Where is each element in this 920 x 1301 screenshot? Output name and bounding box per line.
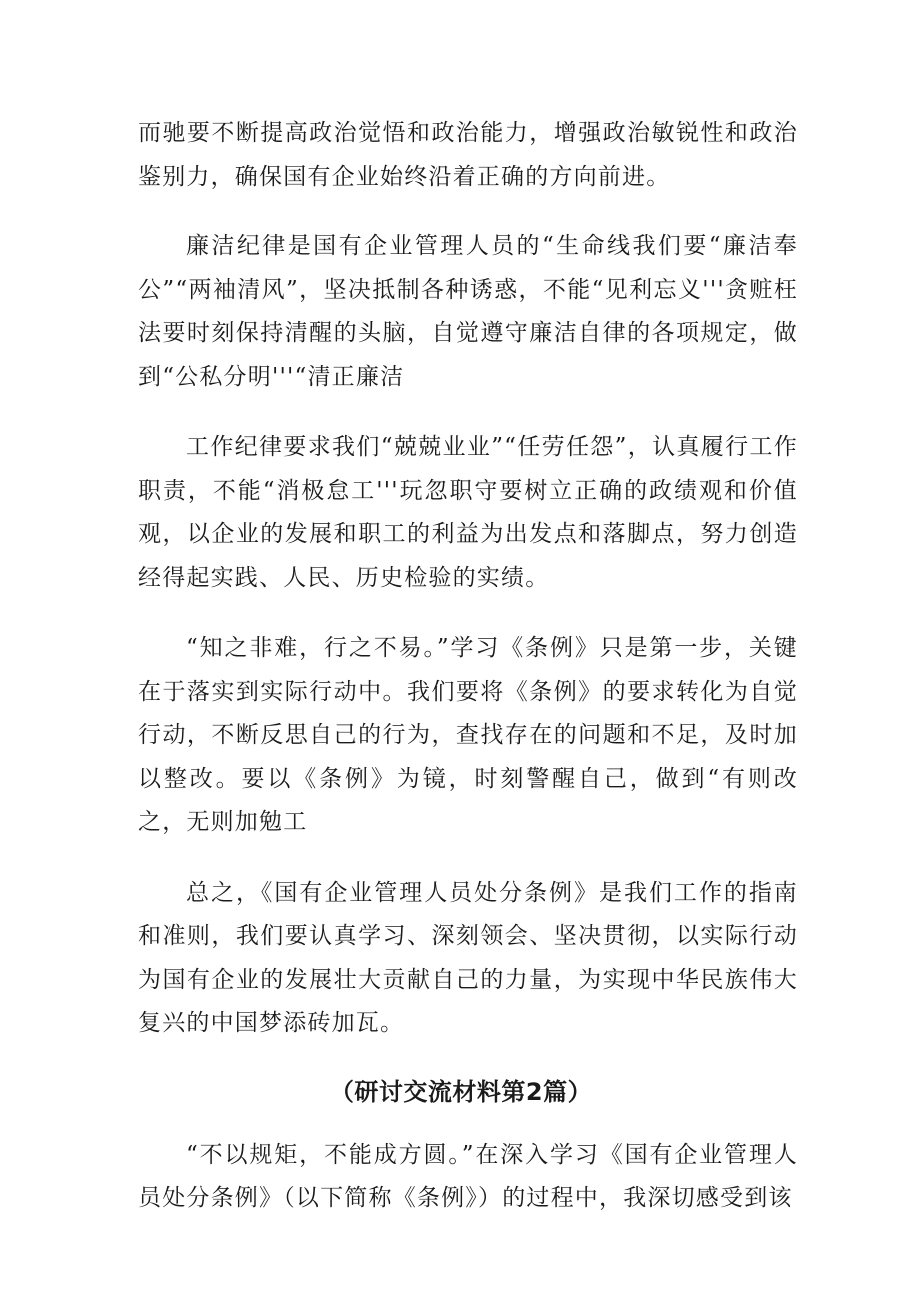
document-page — [138, 112, 798, 1221]
paragraph-continuation: 而驰要不断提高政治觉悟和政治能力，增强政治敏锐性和政治鉴别力，确保国有企业始终沿着正确的方向前进。 — [138, 120, 798, 190]
paragraph-action: “知之非难，行之不易。”学习《条例》只是第一步，关键在于落实到实际行动中。我们要将《条例》的要求转化为自觉行动，不断反思自己的行为，查找存在的问题和不足，及时加以整改。要以《条例》为镜，时刻警醒自己，做到“有则改之，无则加勉工 — [138, 635, 798, 835]
paragraph-work-discipline: 工作纪律要求我们“兢兢业业”“任劳任怨”，认真履行工作职责，不能“消极怠工'''玩忽职守要树立正确的政绩观和价值观，以企业的发展和职工的利益为出发点和落脚点，努力创造经得起实践、人民、历史检验的实绩。 — [138, 434, 798, 591]
section-heading: （研讨交流材料第2篇） — [329, 1077, 593, 1106]
paragraph-conclusion: 总之，《国有企业管理人员处分条例》是我们工作的指南和准则，我们要认真学习、深刻领会、坚决贯彻，以实际行动为国有企业的发展壮大贡献自己的力量，为实现中华民族伟大复兴的中国梦添砖加瓦。 — [138, 879, 798, 1036]
paragraph-integrity-discipline: 廉洁纪律是国有企业管理人员的“生命线我们要“廉洁奉公”“两袖清风”，坚决抵制各种诱惑，不能“见利忘义'''贪赃枉法要时刻保持清醒的头脑，自觉遵守廉洁自律的各项规定，做到“公私分明'''“清正廉洁 — [138, 233, 798, 390]
paragraph-opening: “不以规矩，不能成方圆。”在深入学习《国有企业管理人员处分条例》（以下简称《条例》）的过程中，我深切感受到该 — [138, 1141, 798, 1211]
